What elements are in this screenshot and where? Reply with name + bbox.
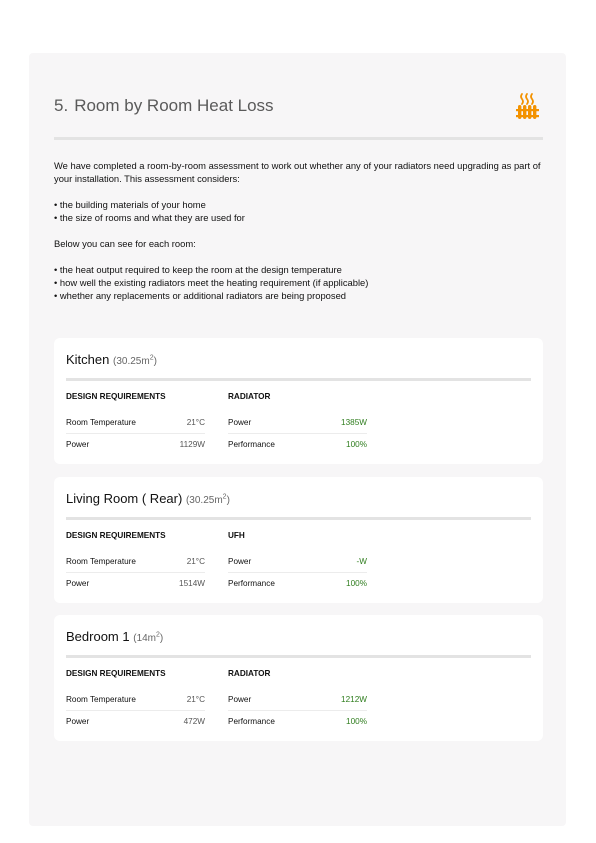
- room-area: $(30.25m^2)$: [185, 493, 230, 506]
- room-temperature-row: Room Temperature 21°C: [66, 551, 205, 573]
- power-row: Power 1514W: [66, 579, 205, 588]
- radiator-heat-icon: [513, 91, 543, 121]
- emitter-details: [228, 388, 367, 455]
- intro-text: [54, 159, 543, 302]
- section-header: [54, 91, 543, 140]
- emitter-power-row: Power -W: [228, 551, 367, 573]
- room-area: $(14m^2)$: [133, 631, 164, 644]
- power-row: Power 472W: [66, 717, 205, 726]
- page-title: [54, 96, 274, 116]
- bullet-item: • how well the existing radiators meet the heating requirement (if applicable): [54, 276, 543, 289]
- room-temperature-row: Room Temperature 21°C: [66, 412, 205, 434]
- design-requirements-title: DESIGN REQUIREMENTS: [66, 531, 166, 540]
- performance-row: Performance 100%: [228, 440, 367, 449]
- room-card-header: [66, 477, 531, 520]
- power-row: Power 1129W: [66, 440, 205, 449]
- bullet-item: • the heat output required to keep the room at the design temperature: [54, 263, 543, 276]
- emitter-power-row: Power 1212W: [228, 689, 367, 711]
- section-title: Room by Room Heat Loss: [74, 96, 274, 115]
- room-name: Living Room ( Rear) $(30.25m^2)$: [66, 491, 230, 506]
- design-requirements: [66, 388, 205, 455]
- room-temperature-row: Room Temperature 21°C: [66, 689, 205, 711]
- emitter-title: RADIATOR: [228, 669, 271, 678]
- design-requirements-title: DESIGN REQUIREMENTS: [66, 392, 166, 401]
- room-card-kitchen: [54, 338, 543, 464]
- emitter-power-row: Power 1385W: [228, 412, 367, 434]
- section-number: 5.: [54, 96, 69, 115]
- design-requirements: [66, 665, 205, 732]
- performance-row: Performance 100%: [228, 579, 367, 588]
- design-requirements: [66, 527, 205, 594]
- performance-row: Performance 100%: [228, 717, 367, 726]
- room-area: $(30.25m^2)$: [113, 354, 157, 367]
- room-card-header: [66, 615, 531, 658]
- room-name: Bedroom 1 $(14m^2)$: [66, 629, 164, 644]
- intro-paragraph-2: Below you can see for each room:: [54, 238, 196, 249]
- bullet-item: • the building materials of your home: [54, 198, 543, 211]
- emitter-title: UFH: [228, 531, 245, 540]
- design-requirements-title: DESIGN REQUIREMENTS: [66, 669, 166, 678]
- intro-paragraph-1: We have completed a room-by-room assessment to work out whether any of your radiators need upgrading as part of your installation. This assessment considers:: [54, 160, 541, 184]
- emitter-title: RADIATOR: [228, 392, 271, 401]
- room-name: Kitchen $(30.25m^2)$: [66, 352, 157, 367]
- report-page: [29, 53, 566, 826]
- bullet-item: • the size of rooms and what they are used for: [54, 211, 543, 224]
- room-card-bedroom-1: [54, 615, 543, 741]
- room-card-header: [66, 338, 531, 381]
- room-card-living-room: [54, 477, 543, 603]
- emitter-details: [228, 665, 367, 732]
- bullet-item: • whether any replacements or additional radiators are being proposed: [54, 289, 543, 302]
- emitter-details: [228, 527, 367, 594]
